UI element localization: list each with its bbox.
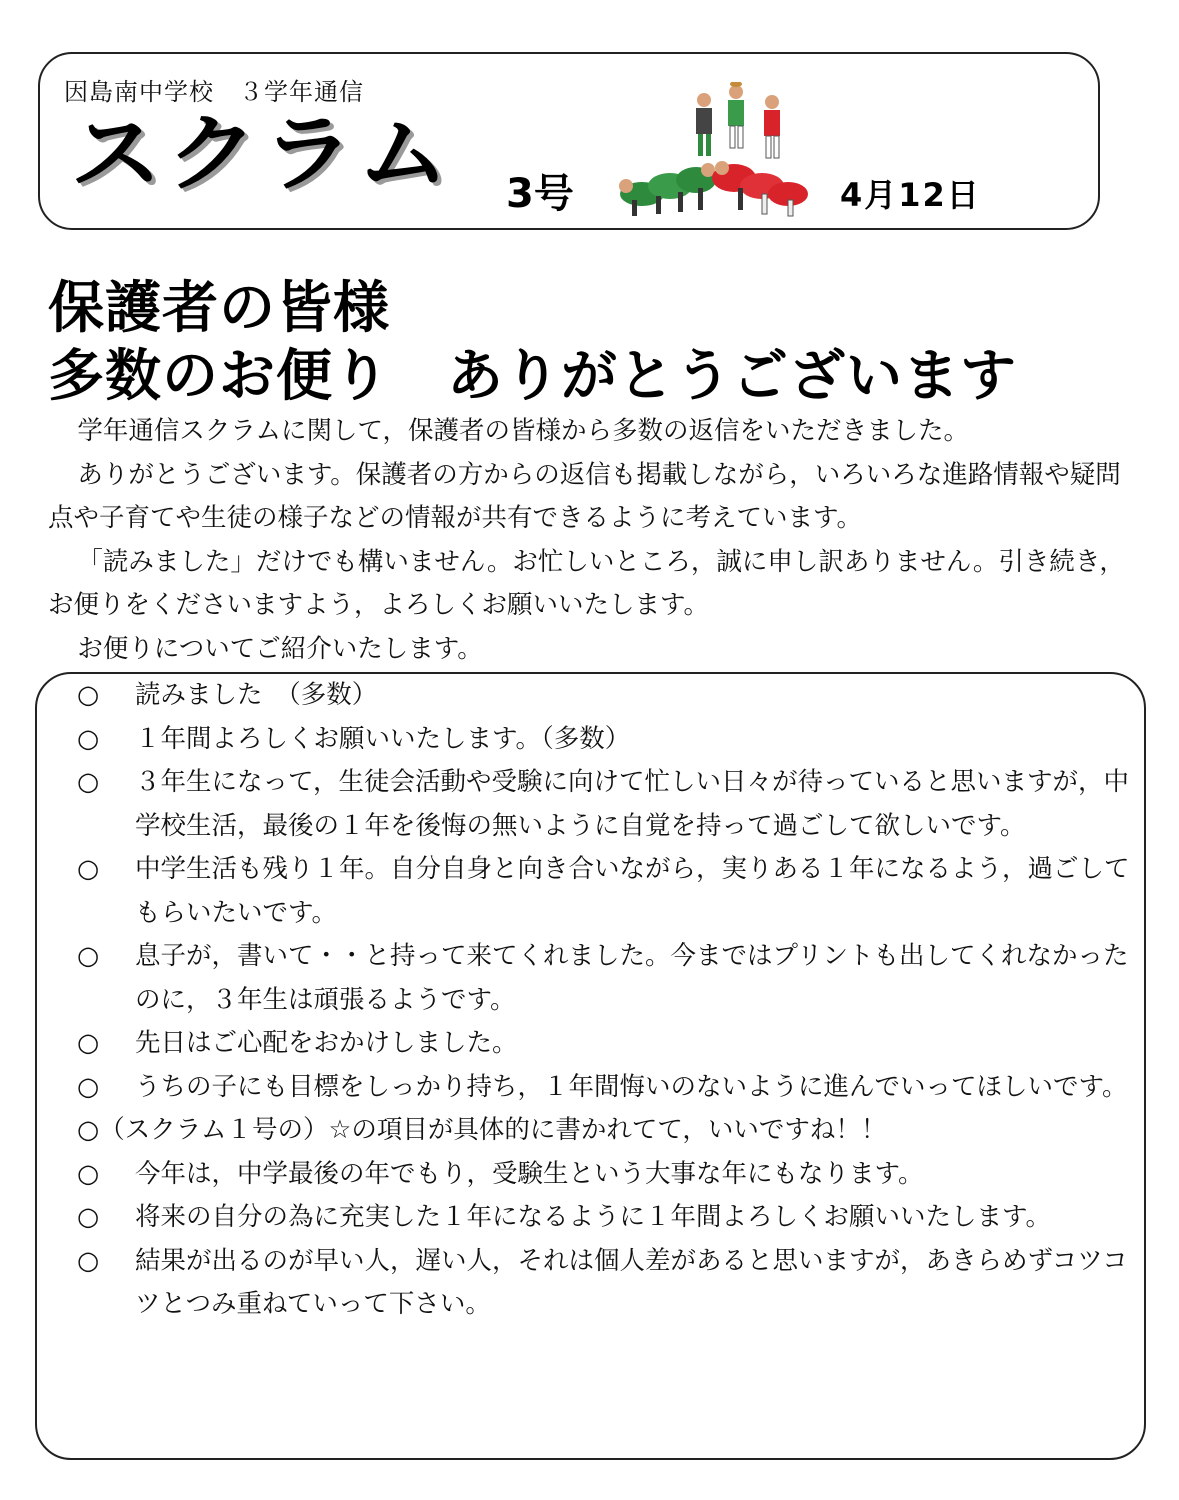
- newsletter-header: [38, 52, 1100, 230]
- rugby-scrum-illustration: [612, 82, 818, 222]
- intro-paragraph: ありがとうございます。保護者の方からの返信も掲載しながら，いろいろな進路情報や疑問点や子育てや生徒の様子などの情報が共有できるように考えています。: [48, 459, 1121, 533]
- item-text: 中学生活も残り１年。自分自身と向き合いながら，実りある１年になるよう，過ごしてもらいたいです。: [135, 854, 1130, 928]
- item-text: １年間よろしくお願いいたします。（多数）: [135, 723, 631, 754]
- circle-marker: ○: [77, 1158, 100, 1189]
- circle-marker: ○: [77, 941, 100, 971]
- item-text: 今年は，中学最後の年でもり，受験生という大事な年にもなります。: [135, 1158, 924, 1189]
- issue-date: 4月12日: [840, 176, 981, 214]
- circle-marker: ○: [77, 680, 100, 710]
- circle-marker: ○: [77, 1245, 100, 1276]
- circle-marker: ○: [77, 1115, 100, 1145]
- responses-list: [77, 674, 1139, 1327]
- headline-line-1: 保護者の皆様: [48, 276, 390, 341]
- standing-players: [696, 82, 780, 158]
- item-text: うちの子にも目標をしっかり持ち，１年間悔いのないように進んでいってほしいです。: [135, 1071, 1128, 1102]
- list-item: [77, 848, 1139, 935]
- circle-marker: ○: [77, 767, 100, 797]
- list-item: [77, 1022, 1139, 1066]
- headline: [48, 275, 1017, 411]
- item-text: 読みました （多数）: [135, 680, 378, 710]
- item-text: [77, 1109, 1139, 1153]
- item-text: 将来の自分の為に充実した１年になるように１年間よろしくお願いいたします。: [135, 1202, 1051, 1232]
- list-item: [77, 935, 1139, 1022]
- school-name: 因島南中学校 ３学年通信: [64, 78, 364, 106]
- issue-number: 3号: [506, 171, 574, 217]
- red-team: [712, 161, 808, 216]
- list-item: [77, 718, 1139, 762]
- list-item: [77, 1109, 1139, 1153]
- intro-paragraph: 学年通信スクラムに関して，保護者の皆様から多数の返信をいただきました。: [77, 416, 970, 446]
- circle-marker: ○: [77, 723, 100, 754]
- headline-line-2: 多数のお便り ありがとうございます: [48, 344, 1017, 409]
- newsletter-title: スクラム: [70, 104, 454, 204]
- circle-marker: ○: [77, 1071, 100, 1102]
- item-text: 息子が，書いて・・と持って来てくれました。今まではプリントも出してくれなかったのに，３年生は頑張るようです。: [135, 941, 1129, 1015]
- list-item: [77, 1153, 1139, 1197]
- intro-text: [48, 410, 1140, 671]
- item-text: （スクラム１号の）☆の項目が具体的に書かれてて，いいですね！！: [99, 1115, 887, 1145]
- circle-marker: ○: [77, 854, 100, 884]
- intro-paragraph: お便りについてご紹介いたします。: [77, 633, 483, 664]
- list-item: [77, 1240, 1139, 1327]
- list-item: [77, 761, 1139, 848]
- list-item: [77, 1196, 1139, 1240]
- responses-box: [35, 672, 1146, 1460]
- item-text: ３年生になって，生徒会活動や受験に向けて忙しい日々が待っていると思いますが，中学校生活，最後の１年を後悔の無いように自覚を持って過ごして欲しいです。: [135, 767, 1129, 841]
- list-item: [77, 1066, 1139, 1110]
- circle-marker: ○: [77, 1028, 100, 1058]
- item-text: 結果が出るのが早い人，遅い人，それは個人差があると思いますが，あきらめずコツコツとつみ重ねていって下さい。: [135, 1245, 1128, 1319]
- list-item: [77, 674, 1139, 718]
- green-team: [619, 163, 716, 216]
- intro-paragraph: 「読みました」だけでも構いません。お忙しいところ，誠に申し訳ありません。引き続き，お便りをくださいますよう，よろしくお願いいたします。: [48, 546, 1125, 620]
- item-text: 先日はご心配をおかけしました。: [135, 1028, 518, 1058]
- circle-marker: ○: [77, 1202, 100, 1232]
